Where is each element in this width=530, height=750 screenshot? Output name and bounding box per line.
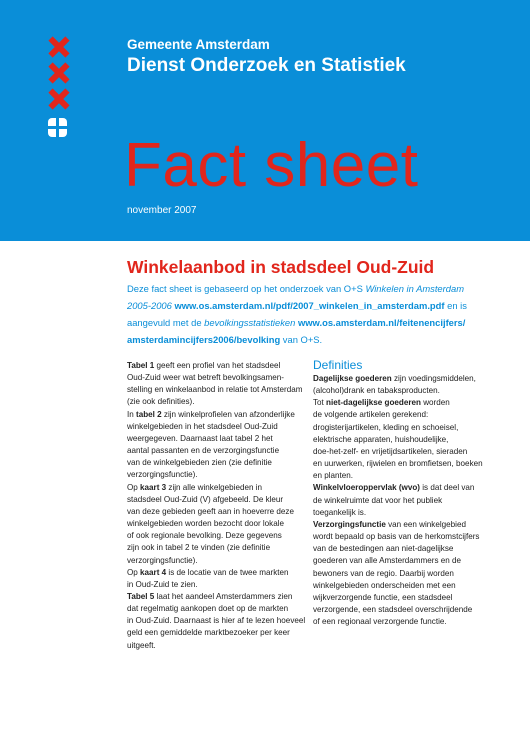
document-type-title: Fact sheet [124,131,419,200]
department-name: Dienst Onderzoek en Statistiek [127,55,406,76]
publication-date: november 2007 [127,205,197,216]
definitions-column: Definities Dagelijkse goederen zijn voedingsmiddelen, (alcohol)drank en tabaksproducten. Tot niet-dagelijkse goederen worden de volgende artikelen gerekend: drogisterijartikelen, kleding en schoeisel, elektrische apparaten, huishoudelijke, doe-het-zelf- en vrijetijdsartikelen, sieraden en uurwerken, rijwielen en bromfietsen, boeken en planten. Winkelvloeroppervlak (wvo) is dat deel van de winkelruimte dat voor het publiek toegankelijk is. Verzorgingsfunctie van een winkelgebied wordt bepaald op basis van de herkomstcijfers van de bestedingen aan niet-dagelijkse goederen van alle Amsterdammers en de bewoners van de regio. Daarbij worden winkelgebieden onderscheiden met een wijkverzorgende functie, een stadsdeel verzorgende, een stadsdeel overschrijdende of een regionaal verzorgende functie. [313,357,503,628]
statistics-link-cont[interactable]: amsterdamincijfers2006/bevolking [127,334,281,345]
report-link[interactable]: www.os.amsterdam.nl/pdf/2007_winkelen_in_amsterdam.pdf [174,300,445,311]
definitions-heading: Definities [313,358,363,372]
amsterdam-cross-icon [48,36,70,58]
header-banner [0,0,530,241]
left-column: Tabel 1 geeft een profiel van het stadsdeel Oud-Zuid weer wat betreft bevolkingsamen- stelling en winkelaanbod in relatie tot Amsterdam (zie ook definities). In tabel 2 zijn winkelprofielen van afzonderlijke winkelgebieden in het stadsdeel Oud-Zuid weergegeven. Daarnaast laat tabel 2 het aantal passanten en de verzorgingsfunctie van de winkelgebieden zien (zie definitie verzorgingsfunctie). Op kaart 3 zijn alle winkelgebieden in stadsdeel Oud-Zuid (V) afgebeeld. De kleur van deze gebieden geeft aan in hoeverre deze winkelgebieden worden bezocht door lokale of ook regionale bevolking. Deze gegevens zijn ook in tabel 2 te vinden (zie definitie verzorgingsfunctie). Op kaart 4 is de locatie van de twee markten in Oud-Zuid te zien. Tabel 5 laat het aandeel Amsterdammers zien dat regelmatig aankopen doet op de markten in Oud-Zuid. Daarnaast is hier af te lezen hoeveel geld een gemiddelde marktbezoeker per keer uitgeeft. [127,361,306,650]
intro-paragraph: Deze fact sheet is gebaseerd op het onderzoek van O+S Winkelen in Amsterdam 2005-2006 www.os.amsterdam.nl/pdf/2007_winkelen_in_amsterdam.pdf en is aangevuld met de bevolkingsstatistieken www.os.amsterdam.nl/feitenencijfers/ amsterdamincijfers2006/bevolking van O+S. [127,283,467,345]
organization-name: Gemeente Amsterdam [127,37,270,52]
amsterdam-cross-icon [48,88,70,110]
article-title: Winkelaanbod in stadsdeel Oud-Zuid [127,257,435,277]
statistics-link[interactable]: www.os.amsterdam.nl/feitenencijfers/ [297,317,466,328]
os-logo-icon [48,118,68,138]
amsterdam-cross-icon [48,62,70,84]
amsterdam-logo [48,36,70,114]
